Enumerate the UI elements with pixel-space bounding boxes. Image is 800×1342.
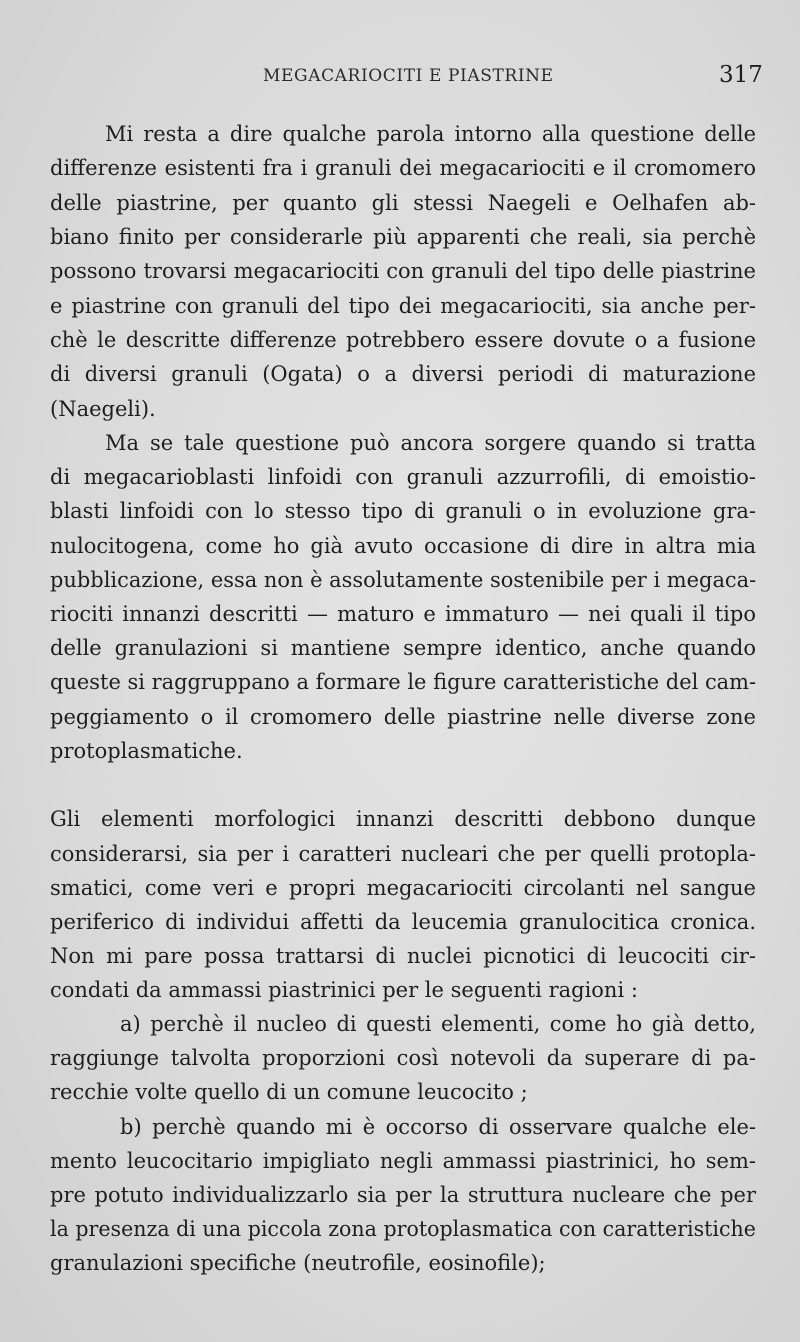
text-line: la presenza di una piccola zona protoplasmatica con caratteristiche bbox=[50, 1217, 756, 1241]
text-line: Gli elementi morfologici innanzi descritti debbono dunque bbox=[50, 807, 756, 831]
text-line: blasti linfoidi con lo stesso tipo di granuli o in evoluzione gra- bbox=[50, 499, 756, 523]
text-line: delle piastrine, per quanto gli stessi Naegeli e Oelhafen ab- bbox=[50, 191, 756, 215]
text-line: di megacarioblasti linfoidi con granuli azzurrofili, di emoistio- bbox=[50, 465, 756, 489]
text-line: considerarsi, sia per i caratteri nucleari che per quelli protopla- bbox=[50, 842, 756, 866]
text-line: Mi resta a dire qualche parola intorno alla questione delle bbox=[105, 122, 756, 146]
text-line: biano finito per considerarle più apparenti che reali, sia perchè bbox=[50, 225, 756, 249]
text-line: b) perchè quando mi è occorso di osservare qualche ele- bbox=[120, 1115, 756, 1139]
text-line: differenze esistenti fra i granuli dei megacariociti e il cromomero bbox=[50, 156, 756, 180]
text-line: (Naegeli). bbox=[50, 397, 156, 421]
text-line: protoplasmatiche. bbox=[50, 739, 243, 763]
text-line: nulocitogena, come ho già avuto occasione di dire in altra mia bbox=[50, 534, 756, 558]
text-line: peggiamento o il cromomero delle piastrine nelle diverse zone bbox=[50, 705, 756, 729]
text-line: pre potuto individualizzarlo sia per la struttura nucleare che per bbox=[50, 1183, 756, 1207]
text-line: possono trovarsi megacariociti con granuli del tipo delle piastrine bbox=[50, 259, 756, 283]
text-line: Non mi pare possa trattarsi di nuclei picnotici di leucociti cir- bbox=[50, 944, 756, 968]
text-line: chè le descritte differenze potrebbero essere dovute o a fusione bbox=[50, 328, 756, 352]
text-line: pubblicazione, essa non è assolutamente sostenibile per i megaca- bbox=[50, 568, 757, 592]
text-line: recchie volte quello di un comune leucocito ; bbox=[50, 1080, 528, 1104]
page-header bbox=[0, 62, 800, 92]
text-line: Ma se tale questione può ancora sorgere quando si tratta bbox=[105, 431, 756, 455]
text-line: raggiunge talvolta proporzioni così notevoli da superare di pa- bbox=[50, 1046, 756, 1070]
page-number: 317 bbox=[719, 62, 763, 88]
text-line: mento leucocitario impigliato negli ammassi piastrinici, ho sem- bbox=[50, 1149, 756, 1173]
text-line: di diversi granuli (Ogata) o a diversi periodi di maturazione bbox=[50, 362, 756, 386]
text-line: granulazioni specifiche (neutrofile, eosinofile); bbox=[50, 1251, 546, 1275]
running-title: MEGACARIOCITI E PIASTRINE bbox=[263, 66, 554, 86]
text-line: delle granulazioni si mantiene sempre identico, anche quando bbox=[50, 636, 756, 660]
text-line: condati da ammassi piastrinici per le seguenti ragioni : bbox=[50, 978, 638, 1002]
text-line: riociti innanzi descritti — maturo e immaturo — nei quali il tipo bbox=[50, 602, 756, 626]
text-line: queste si raggruppano a formare le figure caratteristiche del cam- bbox=[50, 670, 757, 694]
text-line: e piastrine con granuli del tipo dei megacariociti, sia anche per- bbox=[50, 294, 756, 318]
text-line: periferico di individui affetti da leucemia granulocitica cronica. bbox=[50, 910, 756, 934]
text-line: a) perchè il nucleo di questi elementi, come ho già detto, bbox=[120, 1012, 756, 1036]
text-line: smatici, come veri e propri megacariociti circolanti nel sangue bbox=[50, 876, 756, 900]
